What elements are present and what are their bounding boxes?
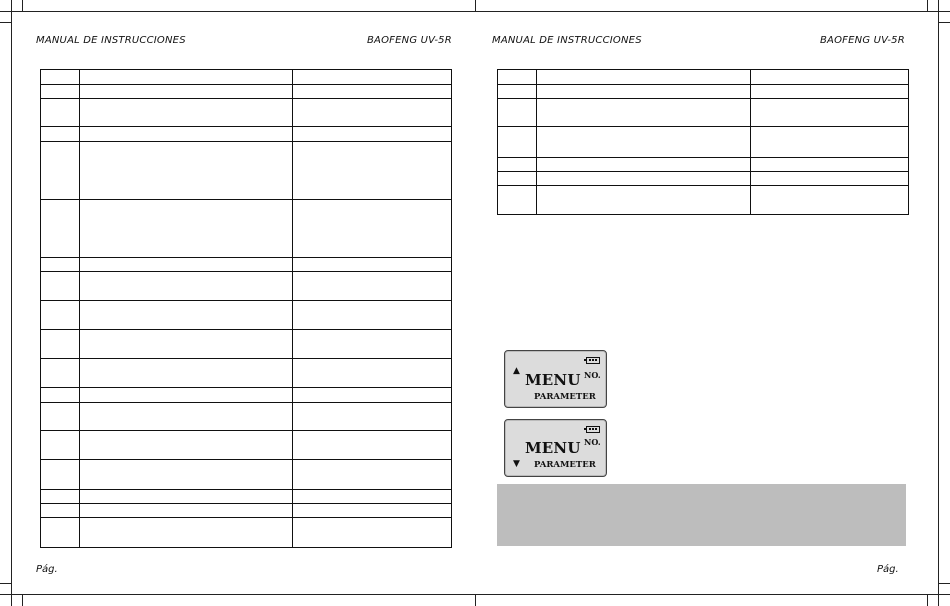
battery-icon (586, 357, 600, 364)
table-row (41, 403, 452, 431)
note-box (497, 484, 906, 546)
down-triangle-icon: ▼ (513, 459, 520, 469)
table-header-row (41, 70, 452, 85)
table-row (498, 186, 909, 215)
lcd-menu-label: MENU (525, 439, 581, 457)
model-title: BAOFENG UV-5R (367, 35, 452, 46)
table-row (41, 127, 452, 142)
table-row (41, 490, 452, 504)
table-row (41, 258, 452, 272)
table-row (41, 359, 452, 388)
table-row (41, 85, 452, 99)
menu-table-right (497, 69, 909, 215)
model-title: BAOFENG UV-5R (820, 35, 905, 46)
table-row (498, 127, 909, 158)
table-row (41, 142, 452, 200)
table-row (498, 158, 909, 172)
lcd-menu-label: MENU (525, 371, 581, 389)
table-row (41, 504, 452, 518)
table-row (41, 460, 452, 490)
lcd-no-label: NO. (584, 437, 601, 447)
manual-title: MANUAL DE INSTRUCCIONES (36, 35, 186, 46)
table-row (41, 301, 452, 330)
table-row (498, 172, 909, 186)
table-row (498, 99, 909, 127)
table-row (41, 272, 452, 301)
lcd-parameter-label: PARAMETER (534, 460, 596, 470)
table-row (41, 518, 452, 548)
page-number-left: Pág. (36, 564, 58, 575)
lcd-no-label: NO. (584, 370, 601, 380)
table-header-row (498, 70, 909, 85)
table-row (41, 200, 452, 258)
up-triangle-icon: ▲ (513, 366, 520, 376)
page-number-right: Pág. (877, 564, 899, 575)
lcd-display-menu-down (504, 419, 607, 477)
manual-title: MANUAL DE INSTRUCCIONES (492, 35, 642, 46)
lcd-parameter-label: PARAMETER (534, 392, 596, 402)
table-row (41, 99, 452, 127)
menu-table-left (40, 69, 452, 548)
table-row (41, 330, 452, 359)
table-row (41, 388, 452, 403)
table-row (41, 431, 452, 460)
table-row (498, 85, 909, 99)
battery-icon (586, 426, 600, 433)
lcd-display-menu-up (504, 350, 607, 408)
right-page (475, 0, 950, 606)
